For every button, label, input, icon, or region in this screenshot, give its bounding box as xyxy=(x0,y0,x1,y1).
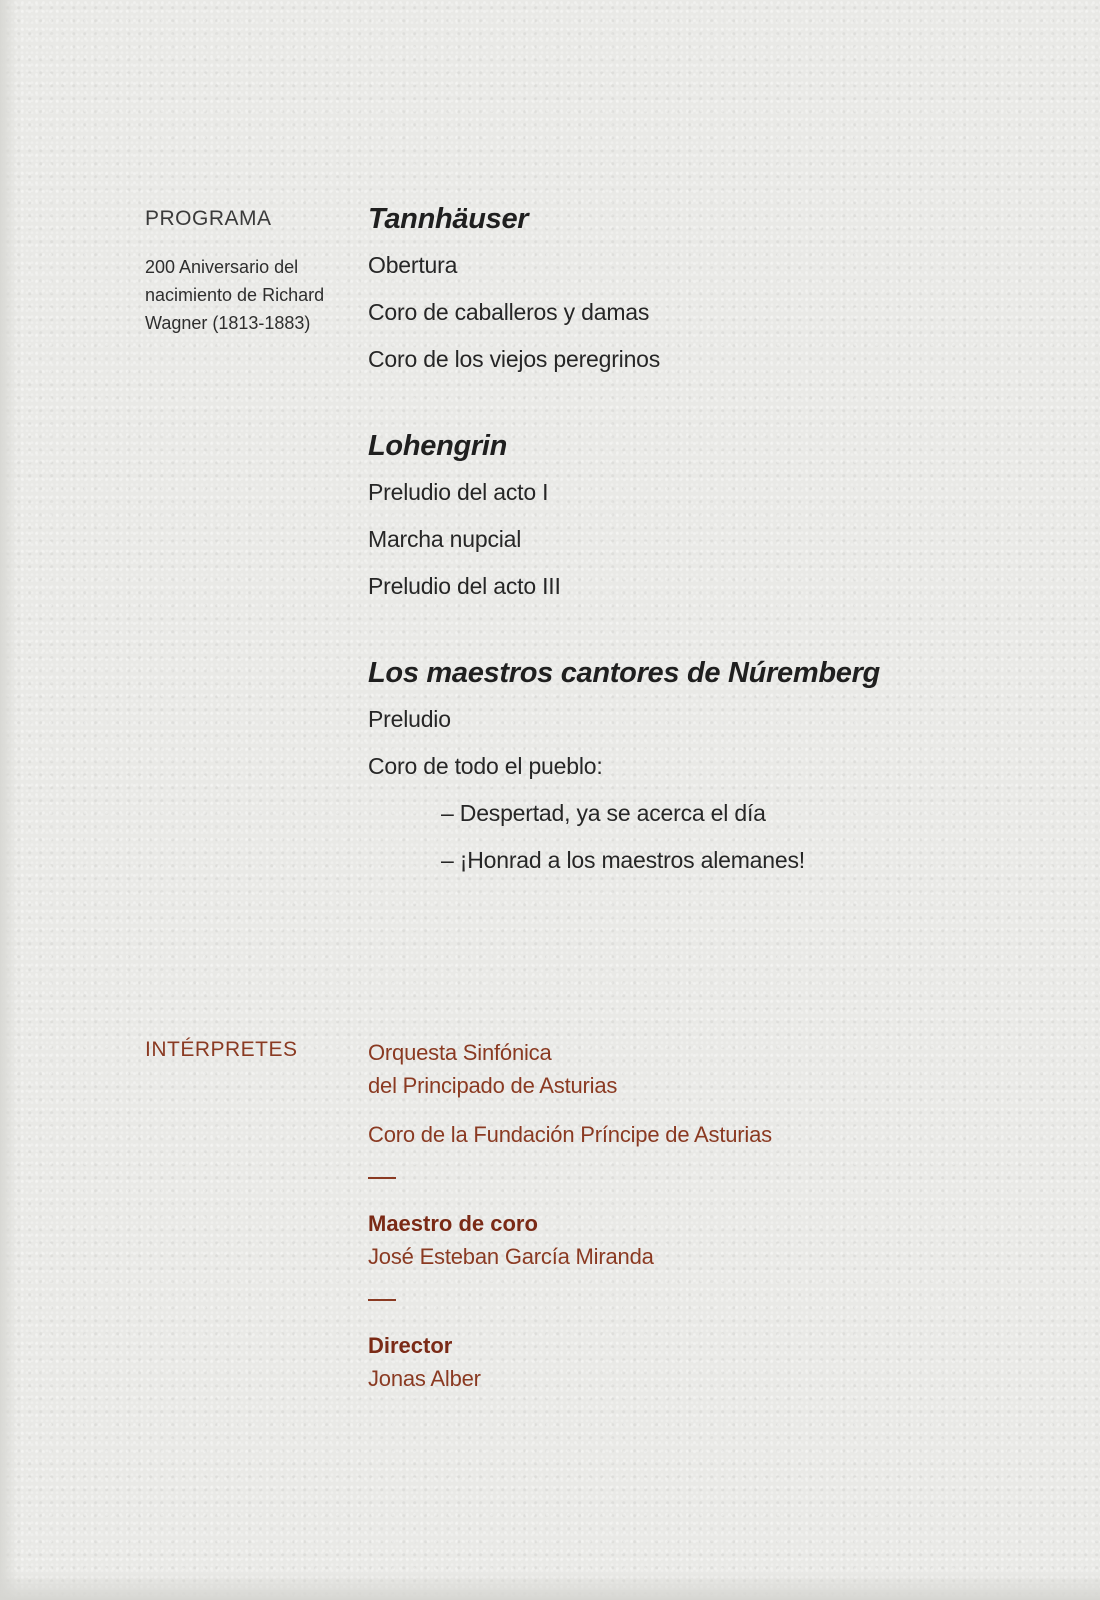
work-title: Lohengrin xyxy=(368,430,508,462)
orchestra-name-line2: del Principado de Asturias xyxy=(368,1073,618,1098)
programa-sidebar xyxy=(145,207,345,337)
choir-name: Coro de la Fundación Príncipe de Asturias xyxy=(368,1122,772,1147)
orchestra-name-line1: Orquesta Sinfónica xyxy=(368,1040,552,1065)
work-title: Tannhäuser xyxy=(368,203,529,235)
work-item: Coro de caballeros y damas xyxy=(368,299,650,325)
interpretes-sidebar xyxy=(145,1038,345,1062)
work-item: Marcha nupcial xyxy=(368,526,522,552)
spacer xyxy=(368,1102,1068,1118)
work-item: Preludio xyxy=(368,706,451,732)
work-item: Coro de todo el pueblo: xyxy=(368,753,603,779)
paper-left-edge xyxy=(0,0,18,1600)
work-maestros-cantores xyxy=(368,650,1068,884)
work-item: Coro de los viejos peregrinos xyxy=(368,346,661,372)
work-lohengrin xyxy=(368,423,1068,610)
work-subitem: – Despertad, ya se acerca el día xyxy=(441,800,766,826)
director-name: Jonas Alber xyxy=(368,1366,481,1391)
interpretes-list xyxy=(368,1036,1068,1395)
work-item: Preludio del acto I xyxy=(368,479,549,505)
work-item: Obertura xyxy=(368,252,458,278)
work-tannhauser xyxy=(368,196,1068,383)
interpretes-heading: INTÉRPRETES xyxy=(145,1038,298,1061)
work-title: Los maestros cantores de Núremberg xyxy=(368,657,880,689)
choirmaster-name: José Esteban García Miranda xyxy=(368,1244,654,1269)
divider xyxy=(368,1177,396,1179)
programa-list xyxy=(368,196,1068,924)
paper-bottom-edge xyxy=(0,1572,1100,1600)
programa-subtitle: 200 Aniversario del nacimiento de Richard Wagner (1813-1883) xyxy=(145,257,325,333)
divider xyxy=(368,1299,396,1301)
choirmaster-role: Maestro de coro xyxy=(368,1211,538,1236)
work-item: Preludio del acto III xyxy=(368,573,561,599)
work-subitem: – ¡Honrad a los maestros alemanes! xyxy=(441,847,805,873)
director-role: Director xyxy=(368,1333,453,1358)
programa-heading: PROGRAMA xyxy=(145,207,272,230)
